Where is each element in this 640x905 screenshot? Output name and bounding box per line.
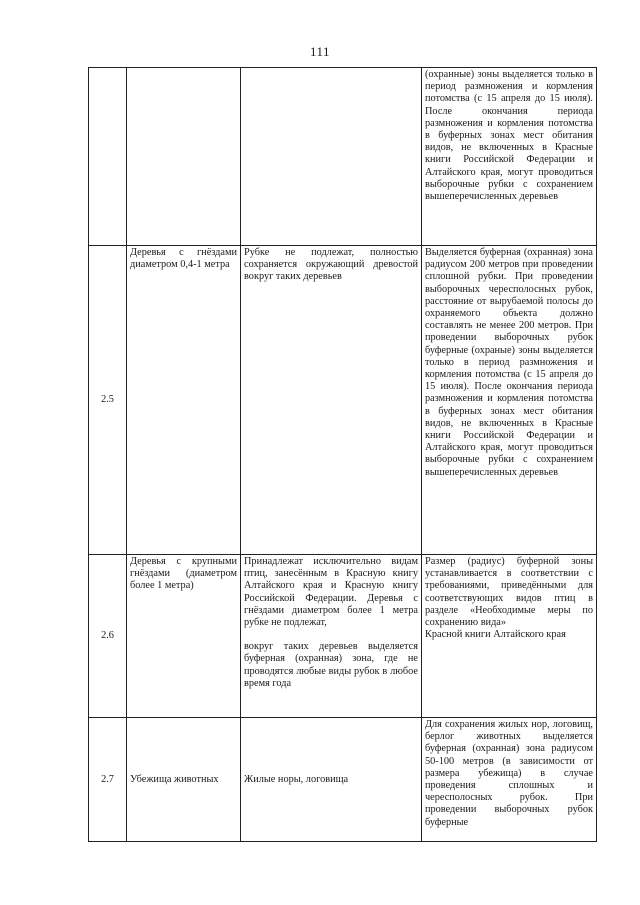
- regulation-table: [88, 67, 597, 842]
- object-cell: [127, 68, 241, 246]
- row-number: 2.7: [89, 718, 127, 842]
- object-cell: Убежища животных: [127, 718, 241, 842]
- measure-cell: Рубке не подлежат, полностью сохраняется окружающий древостой вокруг таких деревьев: [241, 246, 422, 555]
- buffer-zone-cell: Выделяется буферная (охранная) зона радиусом 200 метров при проведении сплошной рубки. При проведении выборочных чересполосных рубок, расстояние от вырубаемой полосы до охраняемого объекта должно составлять не менее 200 метров. При проведении выборочных рубок буферные (охраные) зоны выделяется только в период размножения и кормления потомства (с 15 апреля до 15 июля). После окончания периода размножения и кормления потомства в буферных зонах мест обитания видов, не включенных в Красные книги Российской Федерации и Алтайского края, могут проводиться выборочные рубки с сохранением вышеперечисленных деревьев: [422, 246, 597, 555]
- buffer-zone-cell: Для сохранения жилых нор, логовищ, берлог животных выделяется буферная (охранная) зона радиусом 50-100 метров (в зависимости от размера убежища) в случае проведения сплошных и чересполосных рубок. При проведении выборочных рубок буферные: [422, 718, 597, 842]
- row-number: 2.5: [89, 246, 127, 555]
- table-row: [89, 718, 597, 842]
- table-row: [89, 68, 597, 246]
- page-number: 111: [309, 44, 331, 59]
- measure-cell: Жилые норы, логовища: [241, 718, 422, 842]
- paragraph-gap: [244, 629, 418, 641]
- object-cell: Деревья с гнёздами диаметром 0,4-1 метра: [127, 246, 241, 555]
- row-number: 2.6: [89, 555, 127, 718]
- measure-cell: [241, 555, 422, 718]
- buffer-zone-cell: [422, 555, 597, 718]
- object-cell: Деревья с крупными гнёздами (диаметром более 1 метра): [127, 555, 241, 718]
- measure-cell: [241, 68, 422, 246]
- buffer-paragraph: Красной книги Алтайского края: [425, 629, 566, 641]
- measure-paragraph: Принадлежат исключительно видам птиц, занесённым в Красную книгу Алтайского края и Красную книгу Российской Федерации. Деревья с гнёздами диаметром более 1 метра рубке не подлежат,: [244, 556, 418, 629]
- table-row: [89, 555, 597, 718]
- measure-paragraph: вокруг таких деревьев выделяется буферная (охранная) зона, где не проводятся любые виды рубок в любое время года: [244, 641, 418, 689]
- buffer-zone-cell: (охранные) зоны выделяется только в период размножения и кормления потомства (с 15 апреля до 15 июля). После окончания периода размножения и кормления потомства в буферных зонах мест обитания видов, не включенных в Красные книги Российской Федерации и Алтайского края, могут проводиться выборочные рубки с сохранением вышеперечисленных деревьев: [422, 68, 597, 246]
- row-number: [89, 68, 127, 246]
- table-row: [89, 246, 597, 555]
- buffer-paragraph: Размер (радиус) буферной зоны устанавливается в соответствии с требованиями, приведёнными для соответствующих видов птиц в разделе «Необходимые меры по сохранению вида»: [425, 556, 593, 629]
